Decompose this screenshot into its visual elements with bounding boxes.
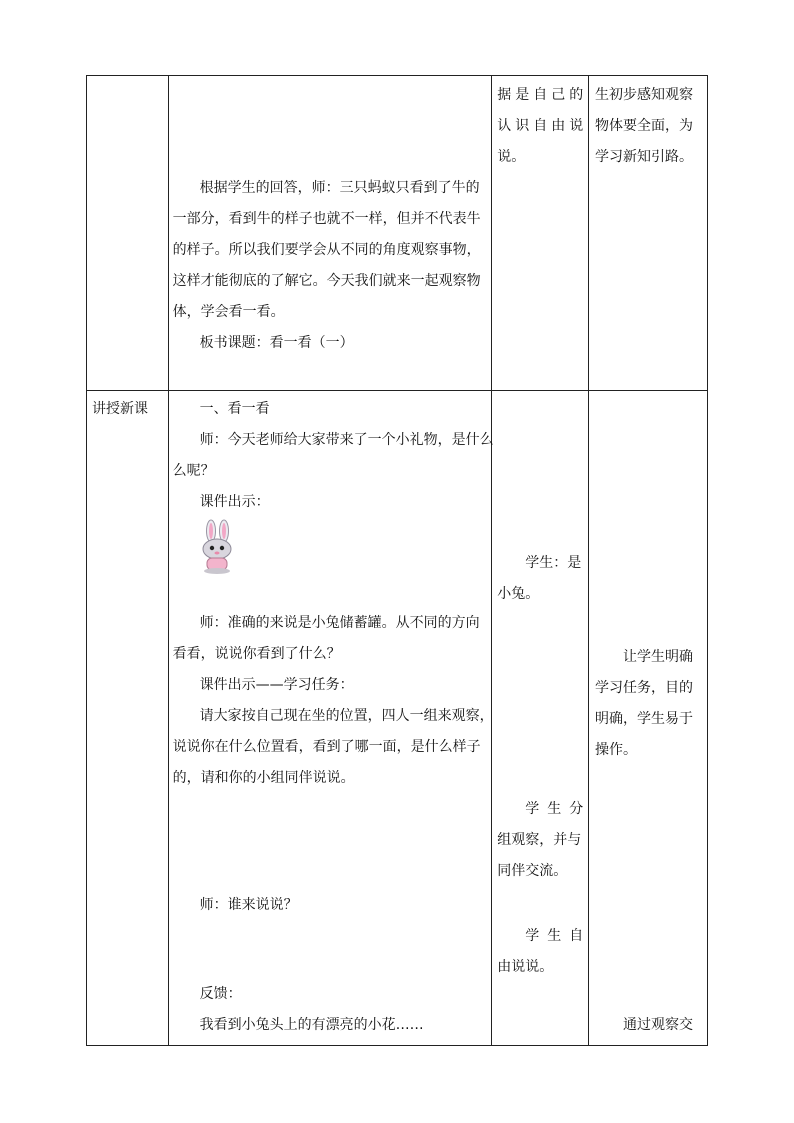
text-glyph: 学 [525, 801, 540, 817]
text-glyph: 自 [533, 118, 548, 134]
text-glyph: 生 [547, 801, 562, 817]
text-glyph: 自 [533, 87, 548, 103]
student-text: 说。 [497, 149, 526, 165]
intent-text: 学习新知引路。 [595, 149, 694, 165]
text-glyph: 分 [569, 801, 584, 817]
text-glyph: 说 [569, 118, 584, 134]
teacher-text: 么呢？ [172, 463, 215, 479]
student-text [497, 116, 583, 136]
student-activity-cell [492, 76, 589, 391]
design-intent-cell [589, 76, 708, 391]
teacher-text: 课件出示——学习任务： [199, 677, 354, 693]
text-glyph: 识 [515, 118, 530, 134]
teacher-text: 反馈： [199, 986, 242, 1002]
teacher-text: 这样才能彻底的了解它。今天我们就来一起观察物 [172, 273, 481, 289]
intent-text: 让学生明确 [623, 649, 694, 665]
student-text: 由说说。 [497, 959, 554, 975]
intent-text: 学习任务，目的 [595, 680, 694, 696]
teacher-text: 的，请和你的小组同伴说说。 [172, 770, 355, 786]
student-text [525, 926, 583, 946]
teacher-text: 的样子。所以我们要学会从不同的角度观察事物， [172, 242, 481, 258]
teacher-text: 根据学生的回答，师：三只蚂蚁只看到了牛的 [199, 180, 480, 196]
lesson-plan-table [86, 75, 708, 1046]
teacher-text: 说说你在什么位置看，看到了哪一面，是什么样子 [172, 739, 481, 755]
stage-cell [87, 391, 169, 1046]
text-glyph: 己 [551, 87, 566, 103]
student-activity-cell [492, 391, 589, 1046]
design-intent-cell [589, 391, 708, 1046]
board-title-text: 板书课题：看一看（一） [199, 335, 354, 351]
stage-cell-empty [87, 76, 169, 391]
intent-text: 操作。 [595, 742, 638, 758]
rabbit-piggy-bank-icon [197, 519, 237, 575]
text-glyph: 据 [497, 87, 512, 103]
teacher-text: 我看到小兔头上的有漂亮的小花…… [199, 1017, 424, 1033]
section-heading: 一、看一看 [199, 401, 270, 417]
teacher-text: 课件出示： [199, 494, 270, 510]
teacher-text: 看看，说说你看到了什么？ [172, 646, 341, 662]
teacher-text: 师：准确的来说是小兔储蓄罐。从不同的方向 [199, 615, 480, 631]
text-glyph: 是 [515, 87, 530, 103]
table-row [87, 391, 708, 1046]
teacher-activity-cell [168, 391, 492, 1046]
text-glyph: 自 [569, 928, 584, 944]
text-glyph: 学 [525, 928, 540, 944]
student-text: 学生：是 [525, 555, 582, 571]
student-text [497, 85, 583, 105]
text-glyph: 认 [497, 118, 512, 134]
teacher-text: 体，学会看一看。 [172, 304, 285, 320]
intent-text: 物体要全面，为 [595, 118, 694, 134]
stage-label: 讲授新课 [92, 401, 148, 417]
teacher-text: 师：今天老师给大家带来了一个小礼物，是什么 [199, 432, 494, 448]
text-glyph: 生 [547, 928, 562, 944]
intent-text: 通过观察交 [623, 1017, 694, 1033]
teacher-text: 请大家按自己现在坐的位置，四人一组来观察， [199, 708, 494, 724]
intent-text: 明确，学生易于 [595, 711, 694, 727]
student-text [525, 799, 583, 819]
text-glyph: 由 [551, 118, 566, 134]
student-text: 同伴交流。 [497, 863, 568, 879]
text-glyph: 的 [569, 87, 584, 103]
teacher-text: 师：谁来说说？ [199, 897, 298, 913]
student-text: 小兔。 [497, 586, 540, 602]
table-row [87, 76, 708, 391]
intent-text: 生初步感知观察 [595, 87, 694, 103]
teacher-activity-cell [168, 76, 492, 391]
student-text: 组观察，并与 [497, 832, 582, 848]
teacher-text: 一部分，看到牛的样子也就不一样，但并不代表牛 [172, 211, 481, 227]
